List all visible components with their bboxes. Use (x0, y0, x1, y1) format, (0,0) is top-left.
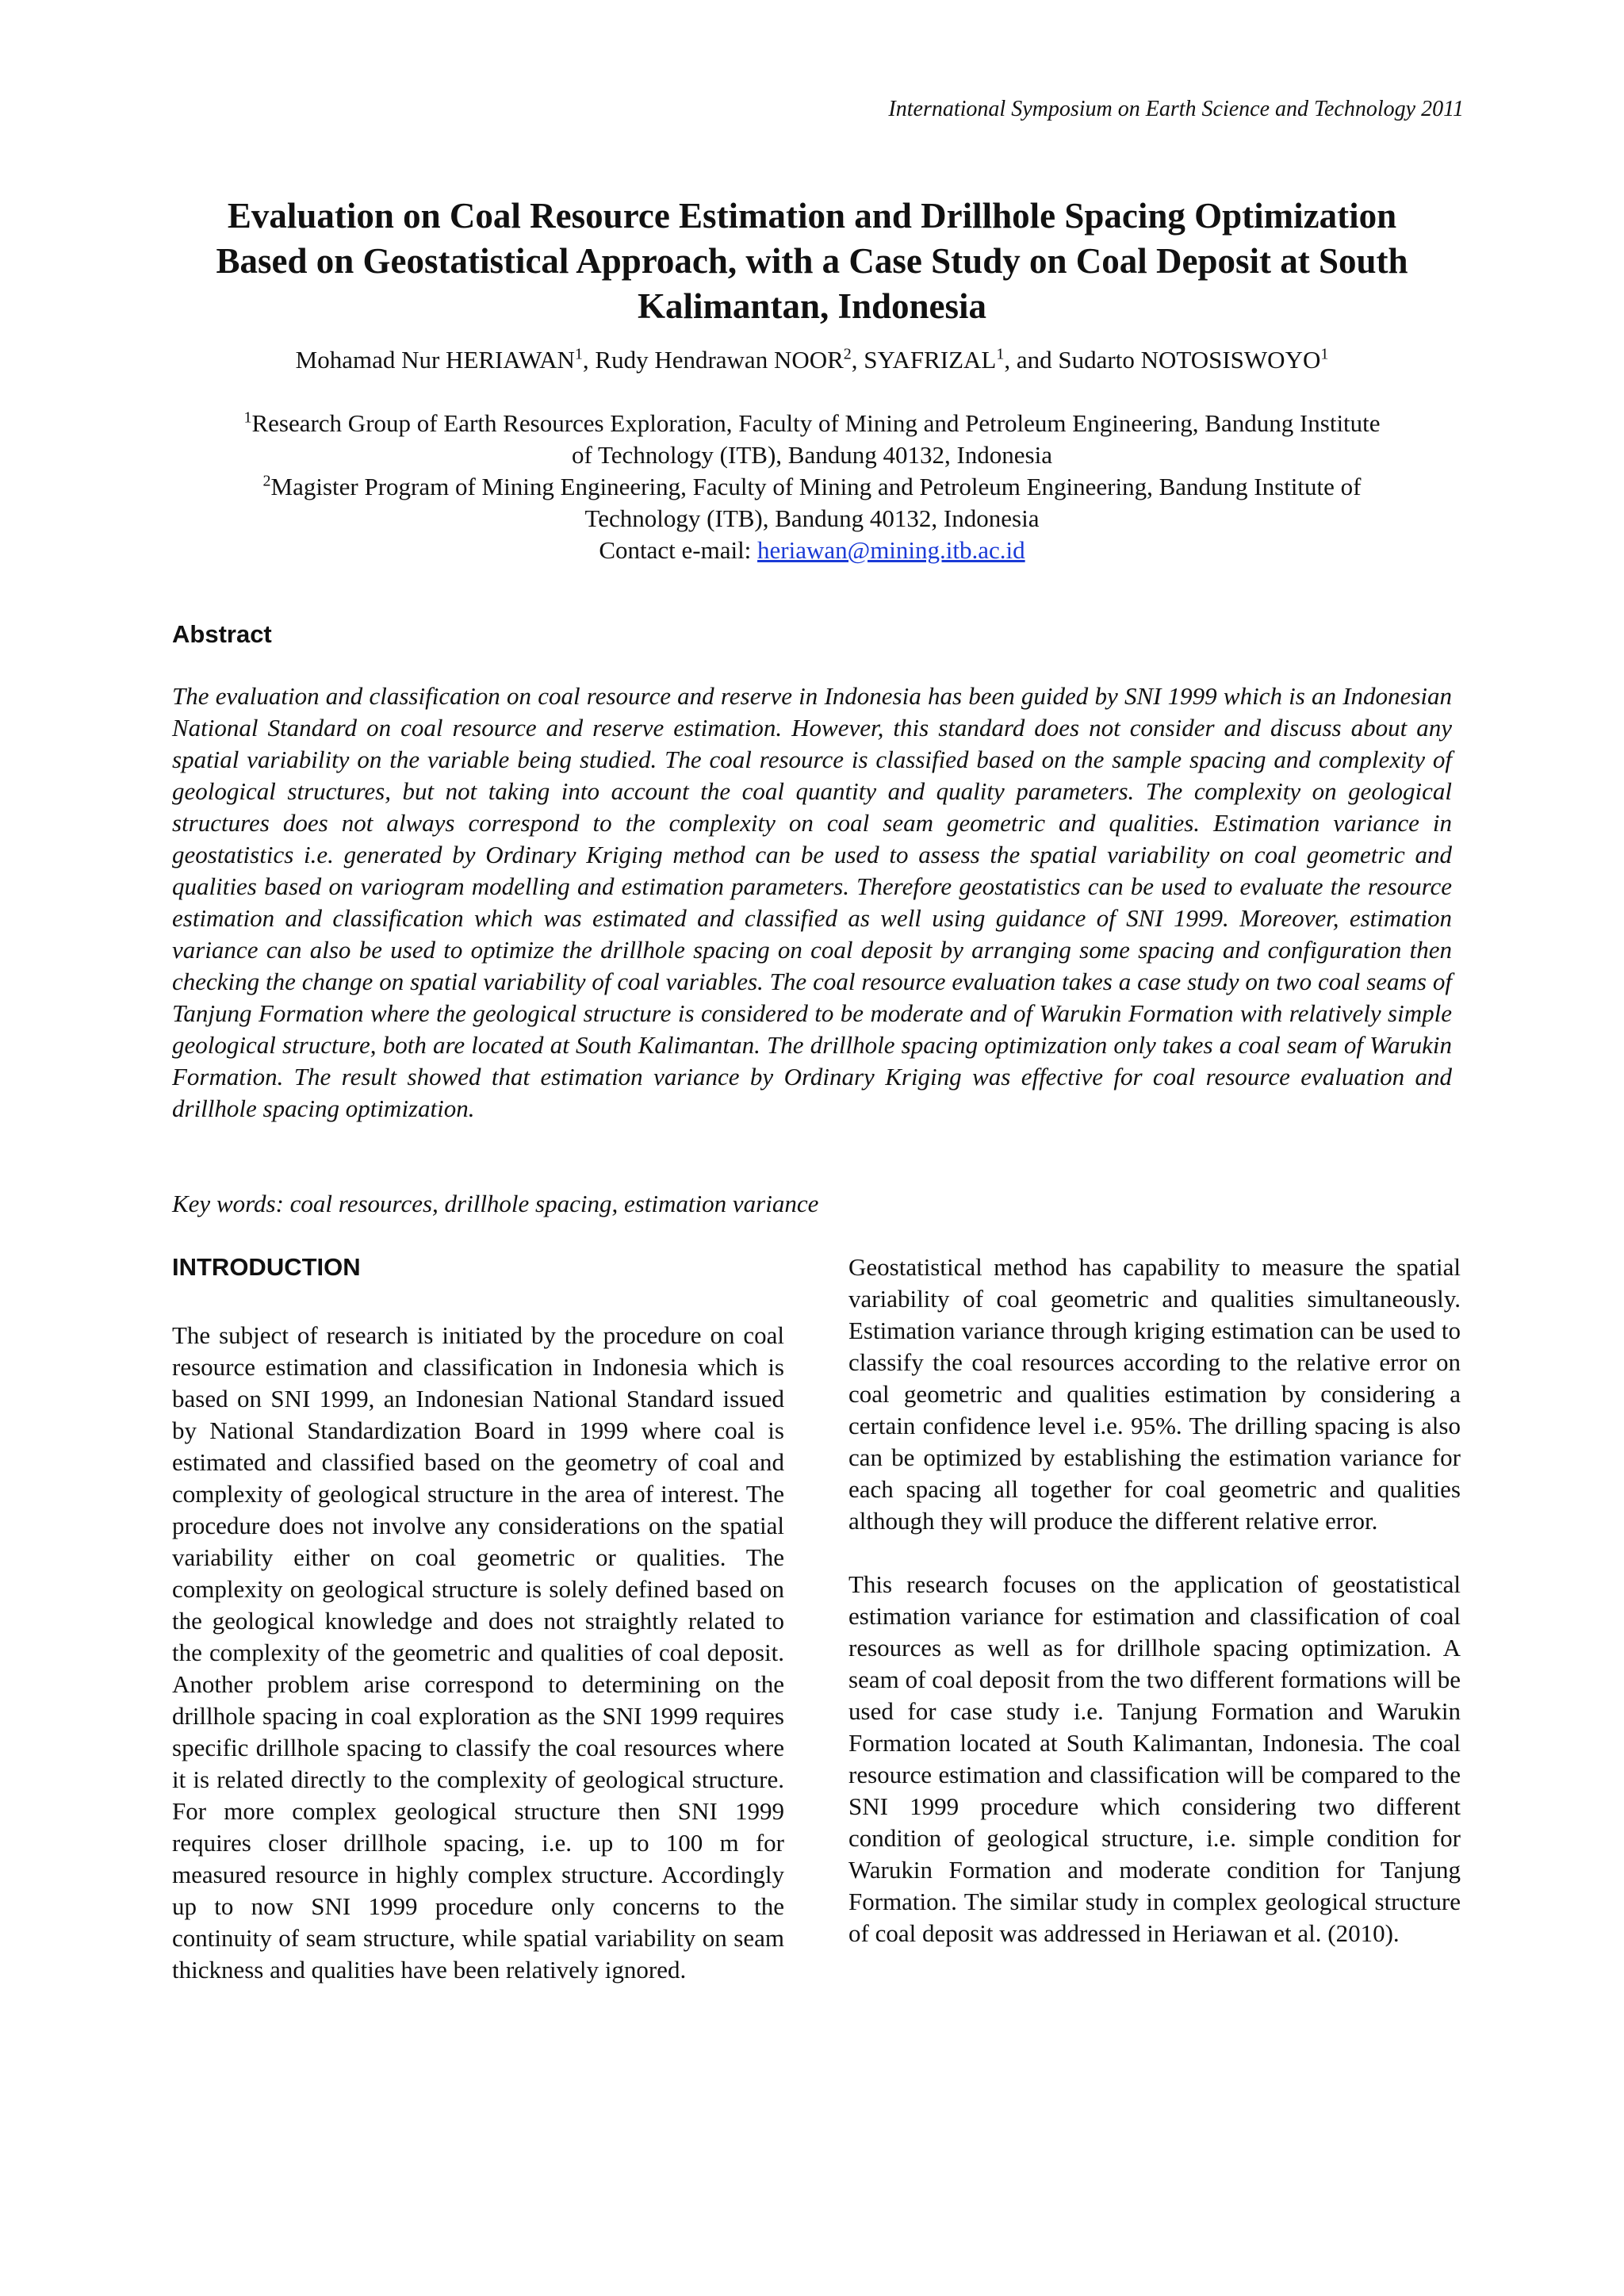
column-left (172, 1251, 784, 1986)
introduction-heading: INTRODUCTION (172, 1253, 361, 1281)
title-block (159, 194, 1465, 329)
author-sup: 2 (843, 345, 852, 363)
contact-label: Contact e-mail: (599, 536, 758, 564)
author-list (159, 344, 1465, 376)
affiliation-2 (159, 471, 1465, 535)
author-sup: 1 (996, 345, 1005, 363)
author-sep: , (851, 346, 864, 374)
contact-line (159, 535, 1465, 566)
author-name: Sudarto NOTOSISWOYO (1058, 346, 1321, 374)
body-paragraph: This research focuses on the application of geostatistical estimation variance for estimation and classification of coal resources as well as for drillhole spacing optimization. A seam of coal deposit from the two different formations will be used for case study i.e. Tanjung Formation and Warukin Formation located at South Kalimantan, Indonesia. The coal resource estimation and classification will be compared to the SNI 1999 procedure which considering two different condition of geological structure, i.e. simple condition for Warukin Formation and moderate condition for Tanjung Formation. The similar study in complex geological structure of coal deposit was addressed in Heriawan et al. (2010). (848, 1570, 1461, 1947)
affiliation-sup: 1 (243, 408, 252, 427)
body-paragraph: Geostatistical method has capability to measure the spatial variability of coal geometric and qualities simultaneously. Estimation variance through kriging estimation can be used to classify the coal resources according to the relative error on coal geometric and qualities estimation by considering a certain confidence level i.e. 95%. The drilling spacing is also can be optimized by establishing the estimation variance for each spacing all together for coal geometric and qualities although they will produce the different relative error. (848, 1253, 1461, 1535)
title-line: Kalimantan, Indonesia (637, 286, 987, 326)
affiliation-line: Research Group of Earth Resources Exploration, Faculty of Mining and Petroleum Engineering, Bandung Institute (251, 409, 1381, 437)
abstract-heading: Abstract (172, 620, 272, 648)
affiliation-line: of Technology (ITB), Bandung 40132, Indonesia (572, 441, 1052, 469)
column-right (848, 1251, 1461, 1949)
running-header: International Symposium on Earth Science and Technology 2011 (888, 97, 1464, 121)
affiliation-line: Technology (ITB), Bandung 40132, Indonesia (584, 504, 1040, 532)
author-sup: 1 (574, 345, 583, 363)
contact-email-link[interactable]: heriawan@mining.itb.ac.id (757, 536, 1025, 564)
affiliation-block (159, 408, 1465, 566)
keywords: Key words: coal resources, drillhole spacing, estimation variance (172, 1190, 819, 1217)
body-paragraph: The subject of research is initiated by the procedure on coal resource estimation and classification in Indonesia which is based on SNI 1999, an Indonesian National Standard issued by National Standardization Board in 1999 where coal is estimated and classified based on the geometry of coal and complexity of geological structure in the area of interest. The procedure does not involve any considerations on the spatial variability either on coal geometric or qualities. The complexity on geological structure is solely defined based on the geological knowledge and does not straightly related to the complexity of the geometric and qualities of coal deposit. Another problem arise correspond to determining on the drillhole spacing in coal exploration as the SNI 1999 requires specific drillhole spacing to classify the coal resources where it is related directly to the complexity of geological structure. For more complex geological structure then SNI 1999 requires closer drillhole spacing, i.e. up to 100 m for measured resource in highly complex structure. Accordingly up to now SNI 1999 procedure only concerns to the continuity of seam structure, while spatial variability on seam thickness and qualities have been relatively ignored. (172, 1321, 784, 1984)
affiliation-sup: 2 (262, 472, 271, 490)
author-name: Mohamad Nur HERIAWAN (295, 346, 575, 374)
author-sep: , (582, 346, 596, 374)
title-line: Based on Geostatistical Approach, with a Case Study on Coal Deposit at South (216, 241, 1408, 281)
paper-title (159, 194, 1465, 329)
title-line: Evaluation on Coal Resource Estimation and Drillhole Spacing Optimization (227, 196, 1397, 236)
author-name: Rudy Hendrawan NOOR (595, 346, 844, 374)
abstract-text: The evaluation and classification on coal resource and reserve in Indonesia has been guided by SNI 1999 which is an Indonesian National Standard on coal resource and reserve estimation. However, this standard does not consider and discuss about any spatial variability on the variable being studied. The coal resource is classified based on the sample spacing and complexity of geological structures, but not taking into account the coal quantity and quality parameters. The complexity on geological structures does not always correspond to the complexity on coal seam geometric and qualities. Estimation variance in geostatistics i.e. generated by Ordinary Kriging method can be used to assess the spatial variability on coal geometric and qualities based on variogram modelling and estimation parameters. Therefore geostatistics can be used to evaluate the resource estimation and classification which was estimated and classified as well using guidance of SNI 1999. Moreover, estimation variance can also be used to optimize the drillhole spacing on coal deposit by arranging some spacing and configuration then checking the change on spatial variability of coal variables. The coal resource evaluation takes a case study on two coal seams of Tanjung Formation where the geological structure is considered to be moderate and of Warukin Formation with relatively simple geological structure, both are located at South Kalimantan. The drillhole spacing optimization only takes a coal seam of Warukin Formation. The result showed that estimation variance by Ordinary Kriging was effective for coal resource evaluation and drillhole spacing optimization. (172, 682, 1452, 1122)
affiliation-1 (159, 408, 1465, 471)
author-sup: 1 (1320, 345, 1329, 363)
affiliation-line: Magister Program of Mining Engineering, Faculty of Mining and Petroleum Engineering, Bandung Institute of (270, 473, 1362, 500)
author-sep: , and (1004, 346, 1059, 374)
author-name: SYAFRIZAL (864, 346, 997, 374)
